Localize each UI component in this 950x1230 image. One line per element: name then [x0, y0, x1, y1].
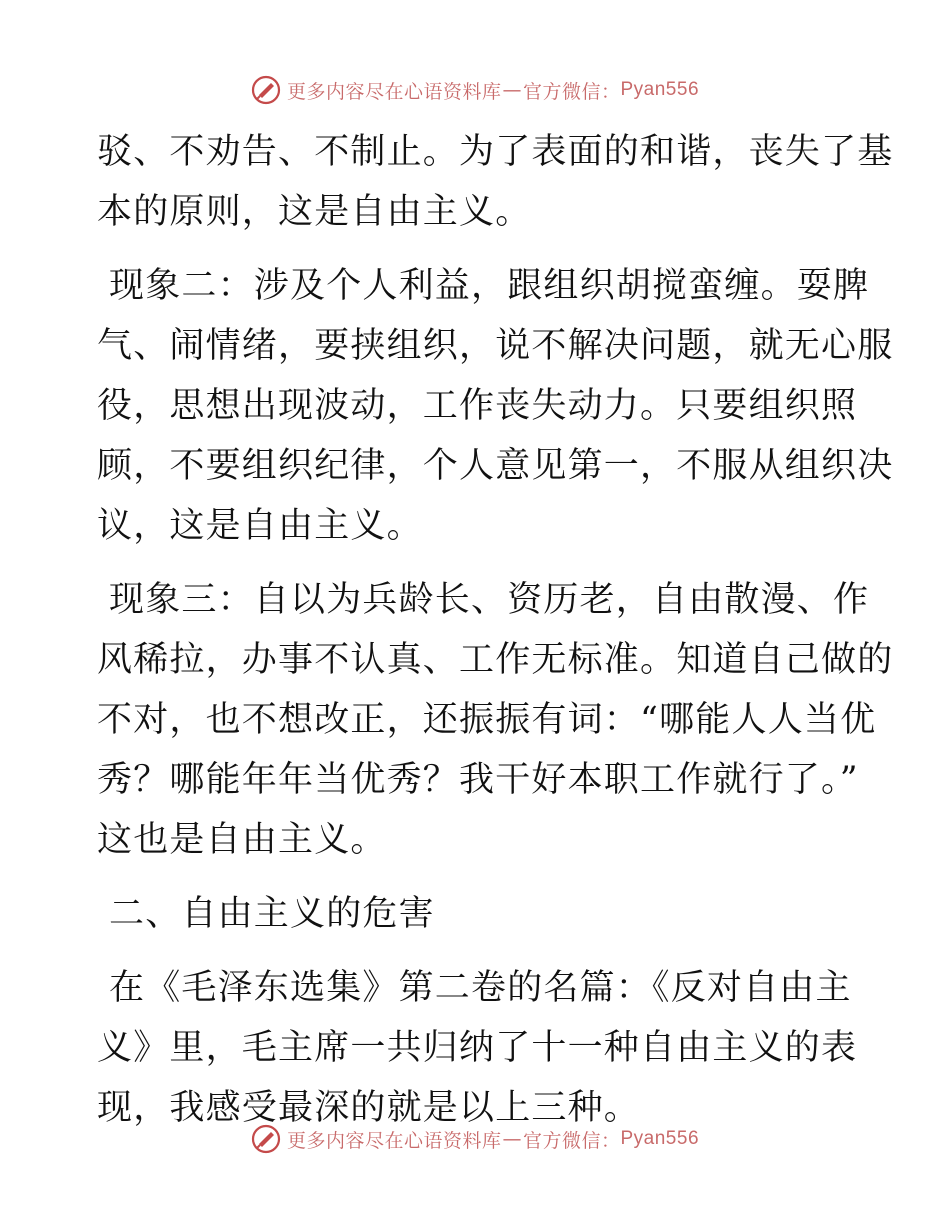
text-line: 议，这是自由主义。: [97, 506, 423, 546]
text-line: 现象三：自以为兵龄长、资历老，自由散漫、作: [109, 580, 870, 620]
text-line: 在《毛泽东选集》第二卷的名篇：《反对自由主: [109, 968, 852, 1008]
watermark-channel: 官方微信：: [522, 1129, 621, 1152]
watermark-id: Pyan556: [620, 1128, 700, 1149]
text-line: 现象二：涉及个人利益，跟组织胡搅蛮缠。耍脾: [109, 266, 870, 306]
text-line: 风稀拉，办事不认真、工作无标准。知道自己做的: [97, 640, 894, 680]
document-body: [97, 122, 894, 1138]
text-line: 秀？哪能年年当优秀？我干好本职工作就行了。”: [97, 760, 859, 800]
text-line: 本的原则，这是自由主义。: [97, 192, 532, 232]
text-line: 驳、不劝告、不制止。为了表面的和谐，丧失了基: [97, 132, 894, 172]
text-line: 义》里，毛主席一共归纳了十一种自由主义的表: [97, 1028, 858, 1068]
text-line: 顾，不要组织纪律，个人意见第一，不服从组织决: [97, 446, 894, 486]
header-watermark: [0, 70, 950, 110]
watermark-channel: 官方微信：: [522, 80, 621, 103]
text-line: 气、闹情绪，要挟组织，说不解决问题，就无心服: [97, 326, 894, 366]
paragraph: [97, 570, 894, 870]
heading-line: 二、自由主义的危害: [109, 894, 435, 934]
section-heading: [97, 884, 857, 944]
text-line: 现，我感受最深的就是以上三种。: [97, 1088, 641, 1128]
watermark-logo-icon: [251, 75, 281, 105]
watermark-logo-icon: [251, 1124, 281, 1154]
footer-watermark: [0, 1119, 950, 1159]
text-line: 这也是自由主义。: [97, 820, 387, 860]
watermark-separator: —: [502, 1128, 522, 1150]
watermark-prefix: 更多内容尽在心语资料库: [286, 80, 502, 103]
text-line: 不对，也不想改正，还振振有词：“哪能人人当优: [97, 700, 877, 740]
paragraph: [97, 122, 894, 242]
paragraph: [97, 256, 894, 556]
watermark-id: Pyan556: [620, 79, 700, 100]
paragraph: [97, 958, 857, 1138]
text-line: 役，思想出现波动，工作丧失动力。只要组织照: [97, 386, 858, 426]
watermark-separator: —: [502, 79, 522, 101]
watermark-prefix: 更多内容尽在心语资料库: [286, 1129, 502, 1152]
